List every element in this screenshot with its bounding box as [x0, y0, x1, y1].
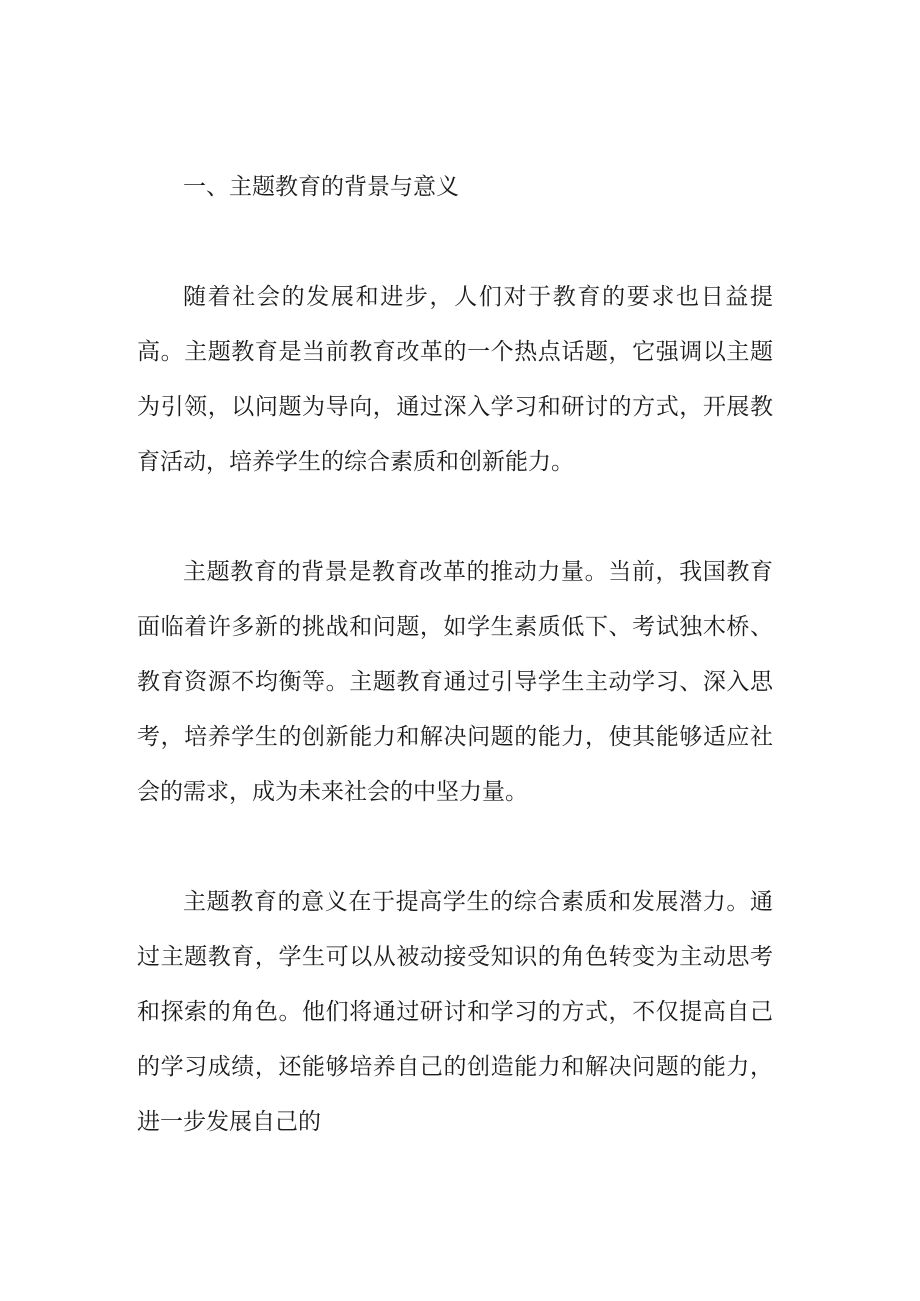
paragraph-spacer — [137, 490, 773, 545]
paragraph-2: 主题教育的背景是教育改革的推动力量。当前，我国教育面临着许多新的挑战和问题，如学生素质低下、考试独木桥、教育资源不均衡等。主题教育通过引导学生主动学习、深入思考，培养学生的创新能力和解决问题的能力，使其能够适应社会的需求，成为未来社会的中坚力量。 — [137, 559, 773, 805]
paragraph-spacer — [137, 820, 773, 875]
section-heading: 一、主题教育的背景与意义 — [183, 174, 459, 200]
document-body — [137, 160, 773, 1150]
paragraph-spacer — [137, 215, 773, 270]
paragraph-3: 主题教育的意义在于提高学生的综合素质和发展潜力。通过主题教育，学生可以从被动接受知识的角色转变为主动思考和探索的角色。他们将通过研讨和学习的方式，不仅提高自己的学习成绩，还能够培养自己的创造能力和解决问题的能力，进一步发展自己的 — [137, 889, 773, 1135]
paragraph-1: 随着社会的发展和进步，人们对于教育的要求也日益提高。主题教育是当前教育改革的一个热点话题，它强调以主题为引领，以问题为导向，通过深入学习和研讨的方式，开展教育活动，培养学生的综合素质和创新能力。 — [137, 284, 773, 475]
